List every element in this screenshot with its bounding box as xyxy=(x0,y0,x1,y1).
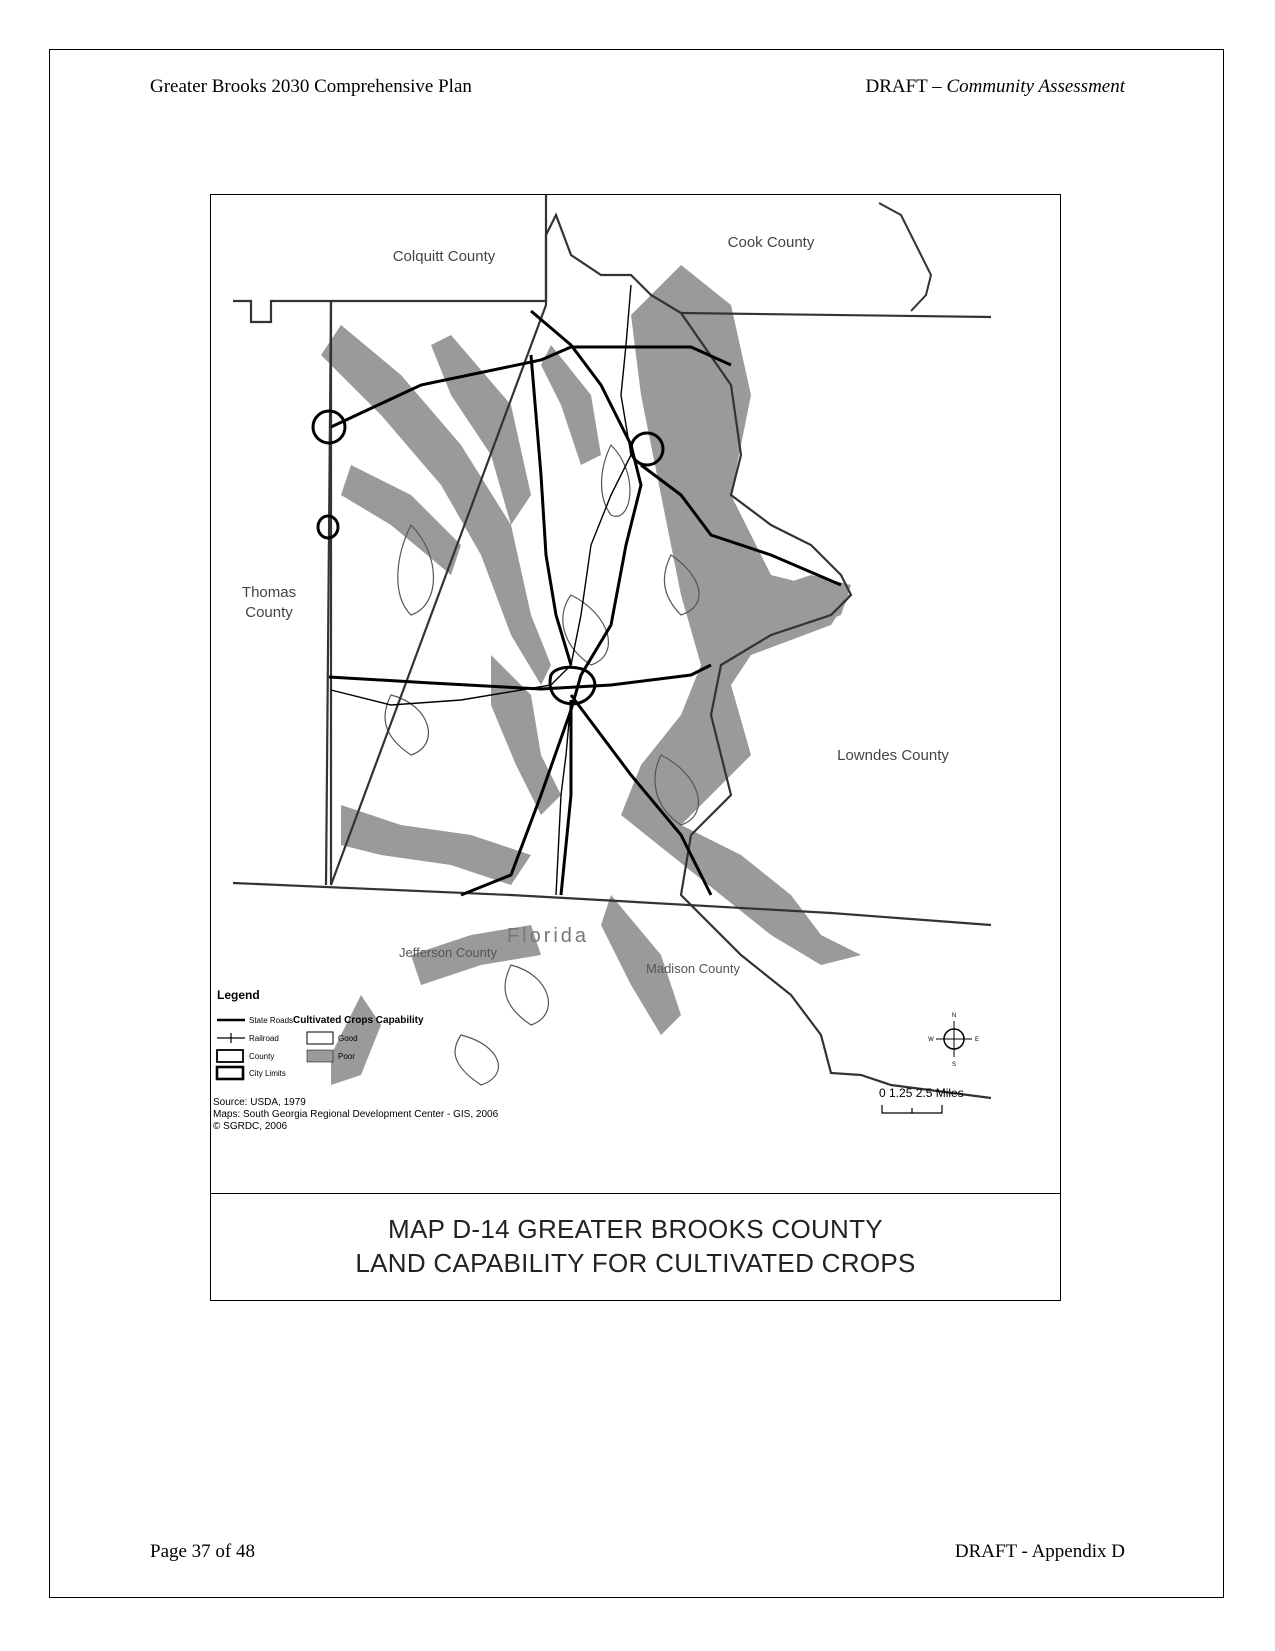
scale-text: 0 1.25 2.5 Miles xyxy=(879,1086,964,1100)
compass-e: E xyxy=(974,1037,980,1043)
compass-s: S xyxy=(951,1062,957,1068)
label-jefferson-county: Jefferson County xyxy=(398,945,498,960)
header-draft-label xyxy=(865,76,1125,98)
caption-line-1: MAP D-14 GREATER BROOKS COUNTY xyxy=(388,1214,883,1244)
legend-city-limits-swatch xyxy=(217,1067,243,1079)
road-south xyxy=(561,700,571,895)
footer-page-number: Page 37 of 48 xyxy=(150,1541,256,1562)
source-line-3: © SGRDC, 2006 xyxy=(213,1121,288,1132)
header-plan-title: Greater Brooks 2030 Comprehensive Plan xyxy=(150,76,472,97)
scale-ruler xyxy=(882,1105,942,1113)
header-section-title: Community Assessment xyxy=(946,76,1125,97)
legend-good: Good xyxy=(338,1034,358,1043)
legend-state-roads: State Roads xyxy=(249,1016,294,1025)
legend-county: County xyxy=(249,1052,275,1061)
legend xyxy=(217,988,424,1079)
legend-railroad: Railroad xyxy=(249,1034,279,1043)
compass-w: W xyxy=(928,1037,934,1043)
north-branch xyxy=(541,345,601,465)
label-thomas-county-line1: Thomas xyxy=(241,584,297,601)
map-figure xyxy=(210,194,1061,1301)
legend-poor: Poor xyxy=(338,1052,355,1061)
legend-poor-swatch xyxy=(307,1050,333,1062)
scale-bar xyxy=(879,1086,964,1113)
legend-title: Legend xyxy=(217,988,260,1002)
legend-capability-title: Cultivated Crops Capability xyxy=(293,1015,424,1026)
label-lowndes-county: Lowndes County xyxy=(837,747,949,764)
header-draft-prefix: DRAFT – xyxy=(865,76,942,97)
cook-county-border xyxy=(879,203,931,311)
label-thomas-county-line2: County xyxy=(245,604,293,621)
label-cook-county: Cook County xyxy=(727,234,815,251)
north-arrow xyxy=(928,1013,979,1068)
label-colquitt-county: Colquitt County xyxy=(392,248,496,265)
legend-county-swatch xyxy=(217,1050,243,1062)
map-caption xyxy=(210,1193,1061,1301)
label-madison-county: Madison County xyxy=(646,961,740,976)
legend-good-swatch xyxy=(307,1032,333,1044)
southwest-creek xyxy=(341,805,531,885)
legend-city-limits: City Limits xyxy=(249,1069,286,1078)
source-line-1: Source: USDA, 1979 xyxy=(213,1097,306,1108)
caption-line-2: LAND CAPABILITY FOR CULTIVATED CROPS xyxy=(355,1248,916,1278)
source-line-2: Maps: South Georgia Regional Development Center - GIS, 2006 xyxy=(213,1109,499,1120)
compass-n: N xyxy=(951,1013,957,1019)
land-capability-map xyxy=(211,195,1062,1195)
footer-appendix: DRAFT - Appendix D xyxy=(954,1541,1125,1562)
source-notes xyxy=(213,1097,499,1132)
label-florida: Florida xyxy=(506,925,590,947)
